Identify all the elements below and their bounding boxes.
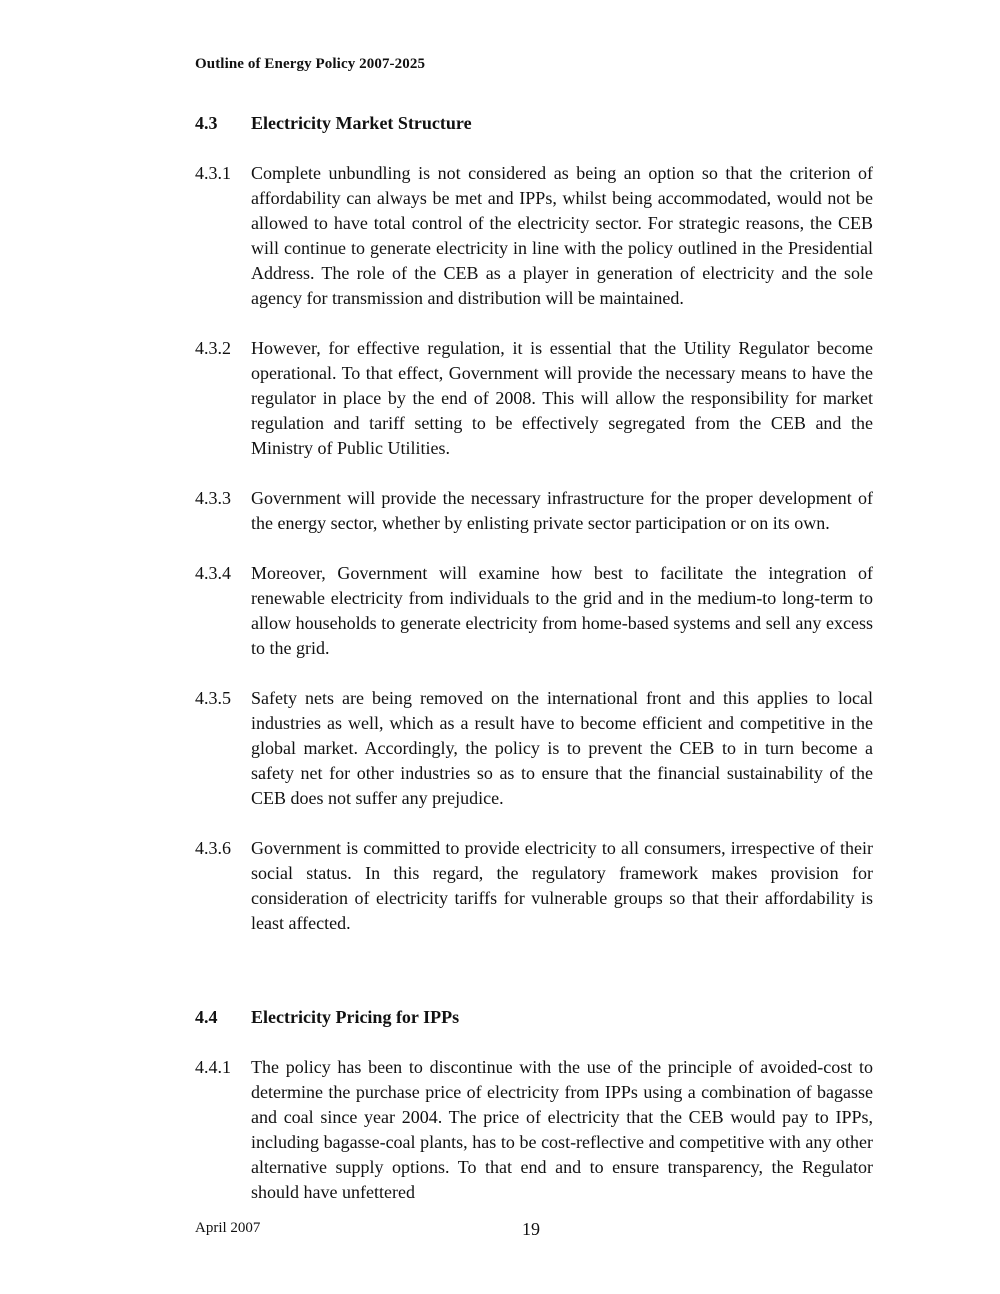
paragraph-number: 4.3.4 — [195, 563, 231, 583]
paragraph-text: Government will provide the necessary infrastructure for the proper development of the energy sector, whether by enlisting private sector participation or on its own. — [251, 488, 873, 533]
paragraph-number: 4.3.5 — [195, 688, 231, 708]
paragraph-4-3-6 — [195, 836, 875, 936]
paragraph-text: Safety nets are being removed on the international front and this applies to local industries as well, which as a result have to become efficient and competitive in the global market. Accordingly, the policy is to prevent the CEB to in turn become a safety net for other industries so as to ensure that the financial sustainability of the CEB does not suffer any prejudice. — [251, 688, 873, 808]
paragraph-number: 4.4.1 — [195, 1057, 231, 1077]
section-title: Electricity Market Structure — [251, 113, 472, 133]
section-4-3-body — [195, 161, 875, 961]
paragraph-text: Complete unbundling is not considered as being an option so that the criterion of affordability can always be met and IPPs, whilst being accommodated, would not be allowed to have total control of the electricity sector. For strategic reasons, the CEB will continue to generate electricity in line with the policy outlined in the Presidential Address. The role of the CEB as a player in generation of electricity and the sole agency for transmission and distribution will be maintained. — [251, 163, 873, 308]
section-number: 4.3 — [195, 113, 218, 133]
paragraph-4-3-4 — [195, 561, 875, 661]
section-4-4-body — [195, 1055, 875, 1230]
footer-date: April 2007 — [195, 1220, 261, 1236]
paragraph-number: 4.3.6 — [195, 838, 231, 858]
page-number: 19 — [522, 1219, 540, 1239]
section-number: 4.4 — [195, 1007, 218, 1027]
paragraph-4-3-3 — [195, 486, 875, 536]
paragraph-text: However, for effective regulation, it is essential that the Utility Regulator become operational. To that effect, Government will provide the necessary means to have the regulator in place by the end of 2008. This will allow the responsibility for market regulation and tariff setting to be effectively segregated from the CEB and the Ministry of Public Utilities. — [251, 338, 873, 458]
paragraph-4-3-5 — [195, 686, 875, 811]
paragraph-number: 4.3.1 — [195, 163, 231, 183]
section-heading — [195, 113, 875, 134]
paragraph-4-4-1 — [195, 1055, 875, 1205]
paragraph-text: Government is committed to provide electricity to all consumers, irrespective of their social status. In this regard, the regulatory framework makes provision for consideration of electricity tariffs for vulnerable groups so that their affordability is least affected. — [251, 838, 873, 933]
running-header: Outline of Energy Policy 2007-2025 — [195, 56, 426, 72]
paragraph-4-3-2 — [195, 336, 875, 461]
paragraph-number: 4.3.3 — [195, 488, 231, 508]
paragraph-number: 4.3.2 — [195, 338, 231, 358]
section-4-4 — [195, 1007, 875, 1028]
section-title: Electricity Pricing for IPPs — [251, 1007, 460, 1027]
paragraph-text: The policy has been to discontinue with the use of the principle of avoided-cost to determine the purchase price of electricity from IPPs using a combination of bagasse and coal since year 2004. The price of electricity that the CEB would pay to IPPs, including bagasse-coal plants, has to be cost-reflective and competitive with any other alternative supply options. To that end and to ensure transparency, the Regulator should have unfettered — [251, 1057, 873, 1202]
section-4-3 — [195, 113, 875, 134]
section-heading — [195, 1007, 875, 1028]
paragraph-text: Moreover, Government will examine how best to facilitate the integration of renewable electricity from individuals to the grid and in the medium-to long-term to allow households to generate electricity from home-based systems and sell any excess to the grid. — [251, 563, 873, 658]
paragraph-4-3-1 — [195, 161, 875, 311]
